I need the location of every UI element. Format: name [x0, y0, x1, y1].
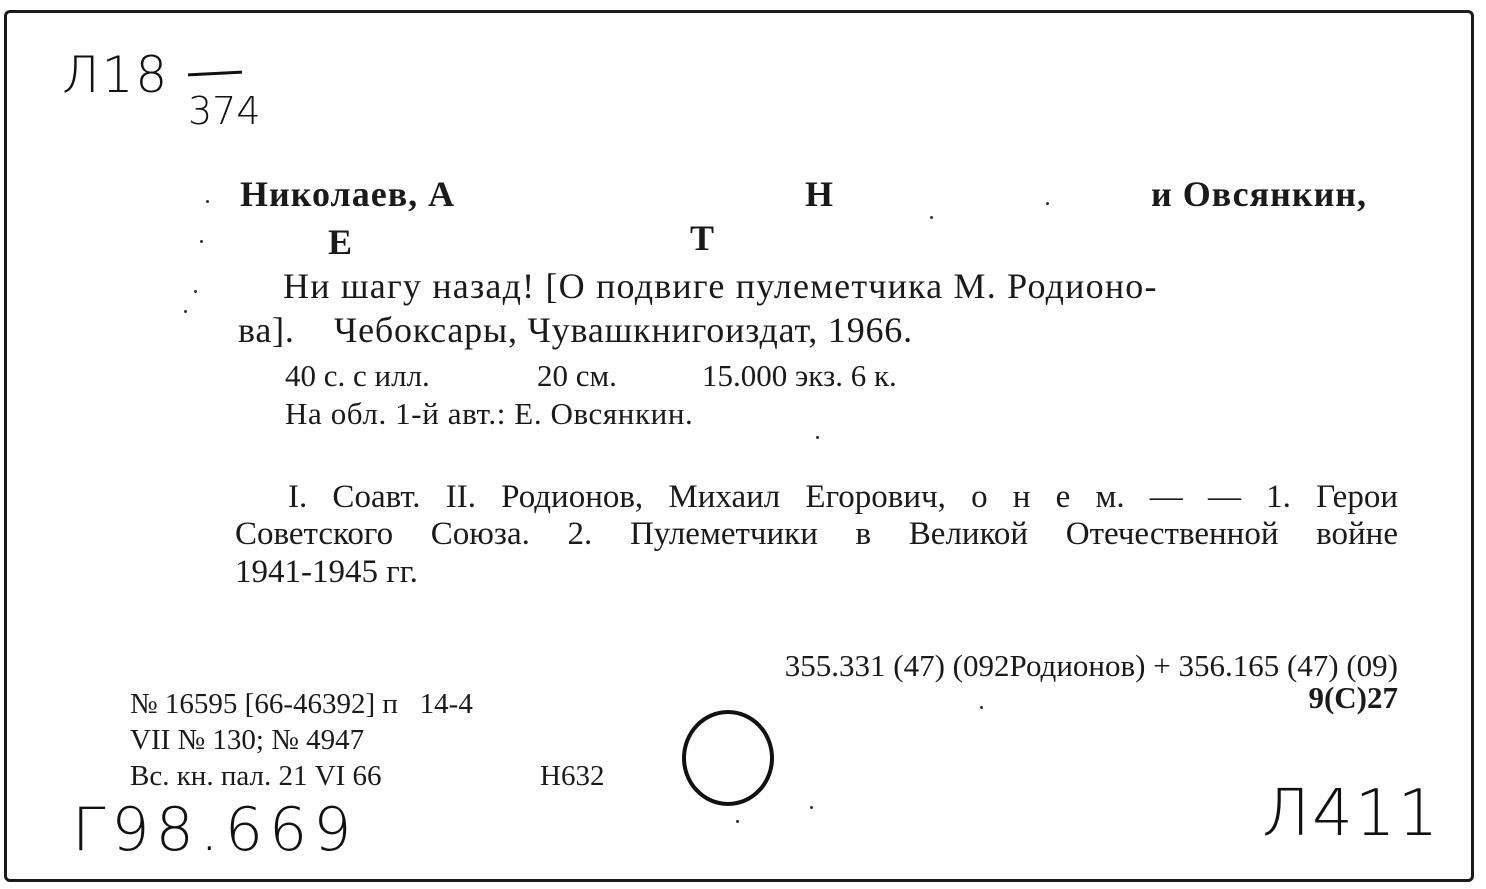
print-speck [816, 436, 819, 439]
title-line-2: ва]. Чебоксары, Чувашкнигоиздат, 1966. [238, 310, 913, 350]
registration-line-1: № 16595 [66-46392] п 14-4 [130, 688, 473, 720]
tracings-line-3: 1941-1945 гг. [235, 554, 418, 590]
handwritten-fraction-denominator: 374 [188, 89, 261, 133]
print-speck [930, 216, 933, 219]
registration-line-3-left: Вс. кн. пал. 21 VI 66 [130, 760, 382, 792]
print-speck [184, 310, 187, 313]
print-speck [194, 290, 197, 293]
author-initial-n: Н [805, 174, 834, 214]
print-speck [736, 820, 739, 823]
registration-line-2: VII № 130; № 4947 [130, 724, 365, 756]
udc-index: 355.331 (47) (092Родионов) + 356.165 (47) (09) [784, 648, 1398, 683]
handwritten-inventory-mark: Л411 [1262, 777, 1441, 851]
author-heading: Николаев, А [240, 174, 456, 214]
registration-line-3-right: Н632 [540, 760, 605, 792]
collation-copies: 15.000 экз. 6 к. [702, 358, 897, 393]
bbk-index: 9(С)27 [1308, 680, 1398, 715]
print-speck [810, 806, 813, 809]
print-speck [1046, 202, 1049, 205]
handwritten-call-number: Л18 [62, 46, 170, 104]
stamp-circle [678, 706, 778, 810]
cover-note: На обл. 1-й авт.: Е. Овсянкин. [285, 396, 694, 431]
author-initial-e: Е [328, 222, 353, 262]
print-speck [206, 200, 209, 203]
print-speck [200, 240, 203, 243]
tracings-line-1: I. Соавт. II. Родионов, Михаил Егорович, о н е м. — — 1. Герои [288, 479, 1398, 515]
collation-pages: 40 с. с илл. [285, 358, 430, 393]
print-speck [980, 706, 983, 709]
tracings-line-2: Советского Союза. 2. Пулеметчики в Великой Отечественной войне [235, 516, 1398, 552]
author-initial-t: Т [690, 218, 715, 258]
title-line-1: Ни шагу назад! [О подвиге пулеметчика М. Родионо- [283, 266, 1158, 306]
coauthor-heading: и Овсянкин, [1151, 174, 1368, 214]
handwritten-shelf-mark: Г98.669 [72, 795, 358, 865]
collation-size: 20 см. [537, 358, 617, 393]
